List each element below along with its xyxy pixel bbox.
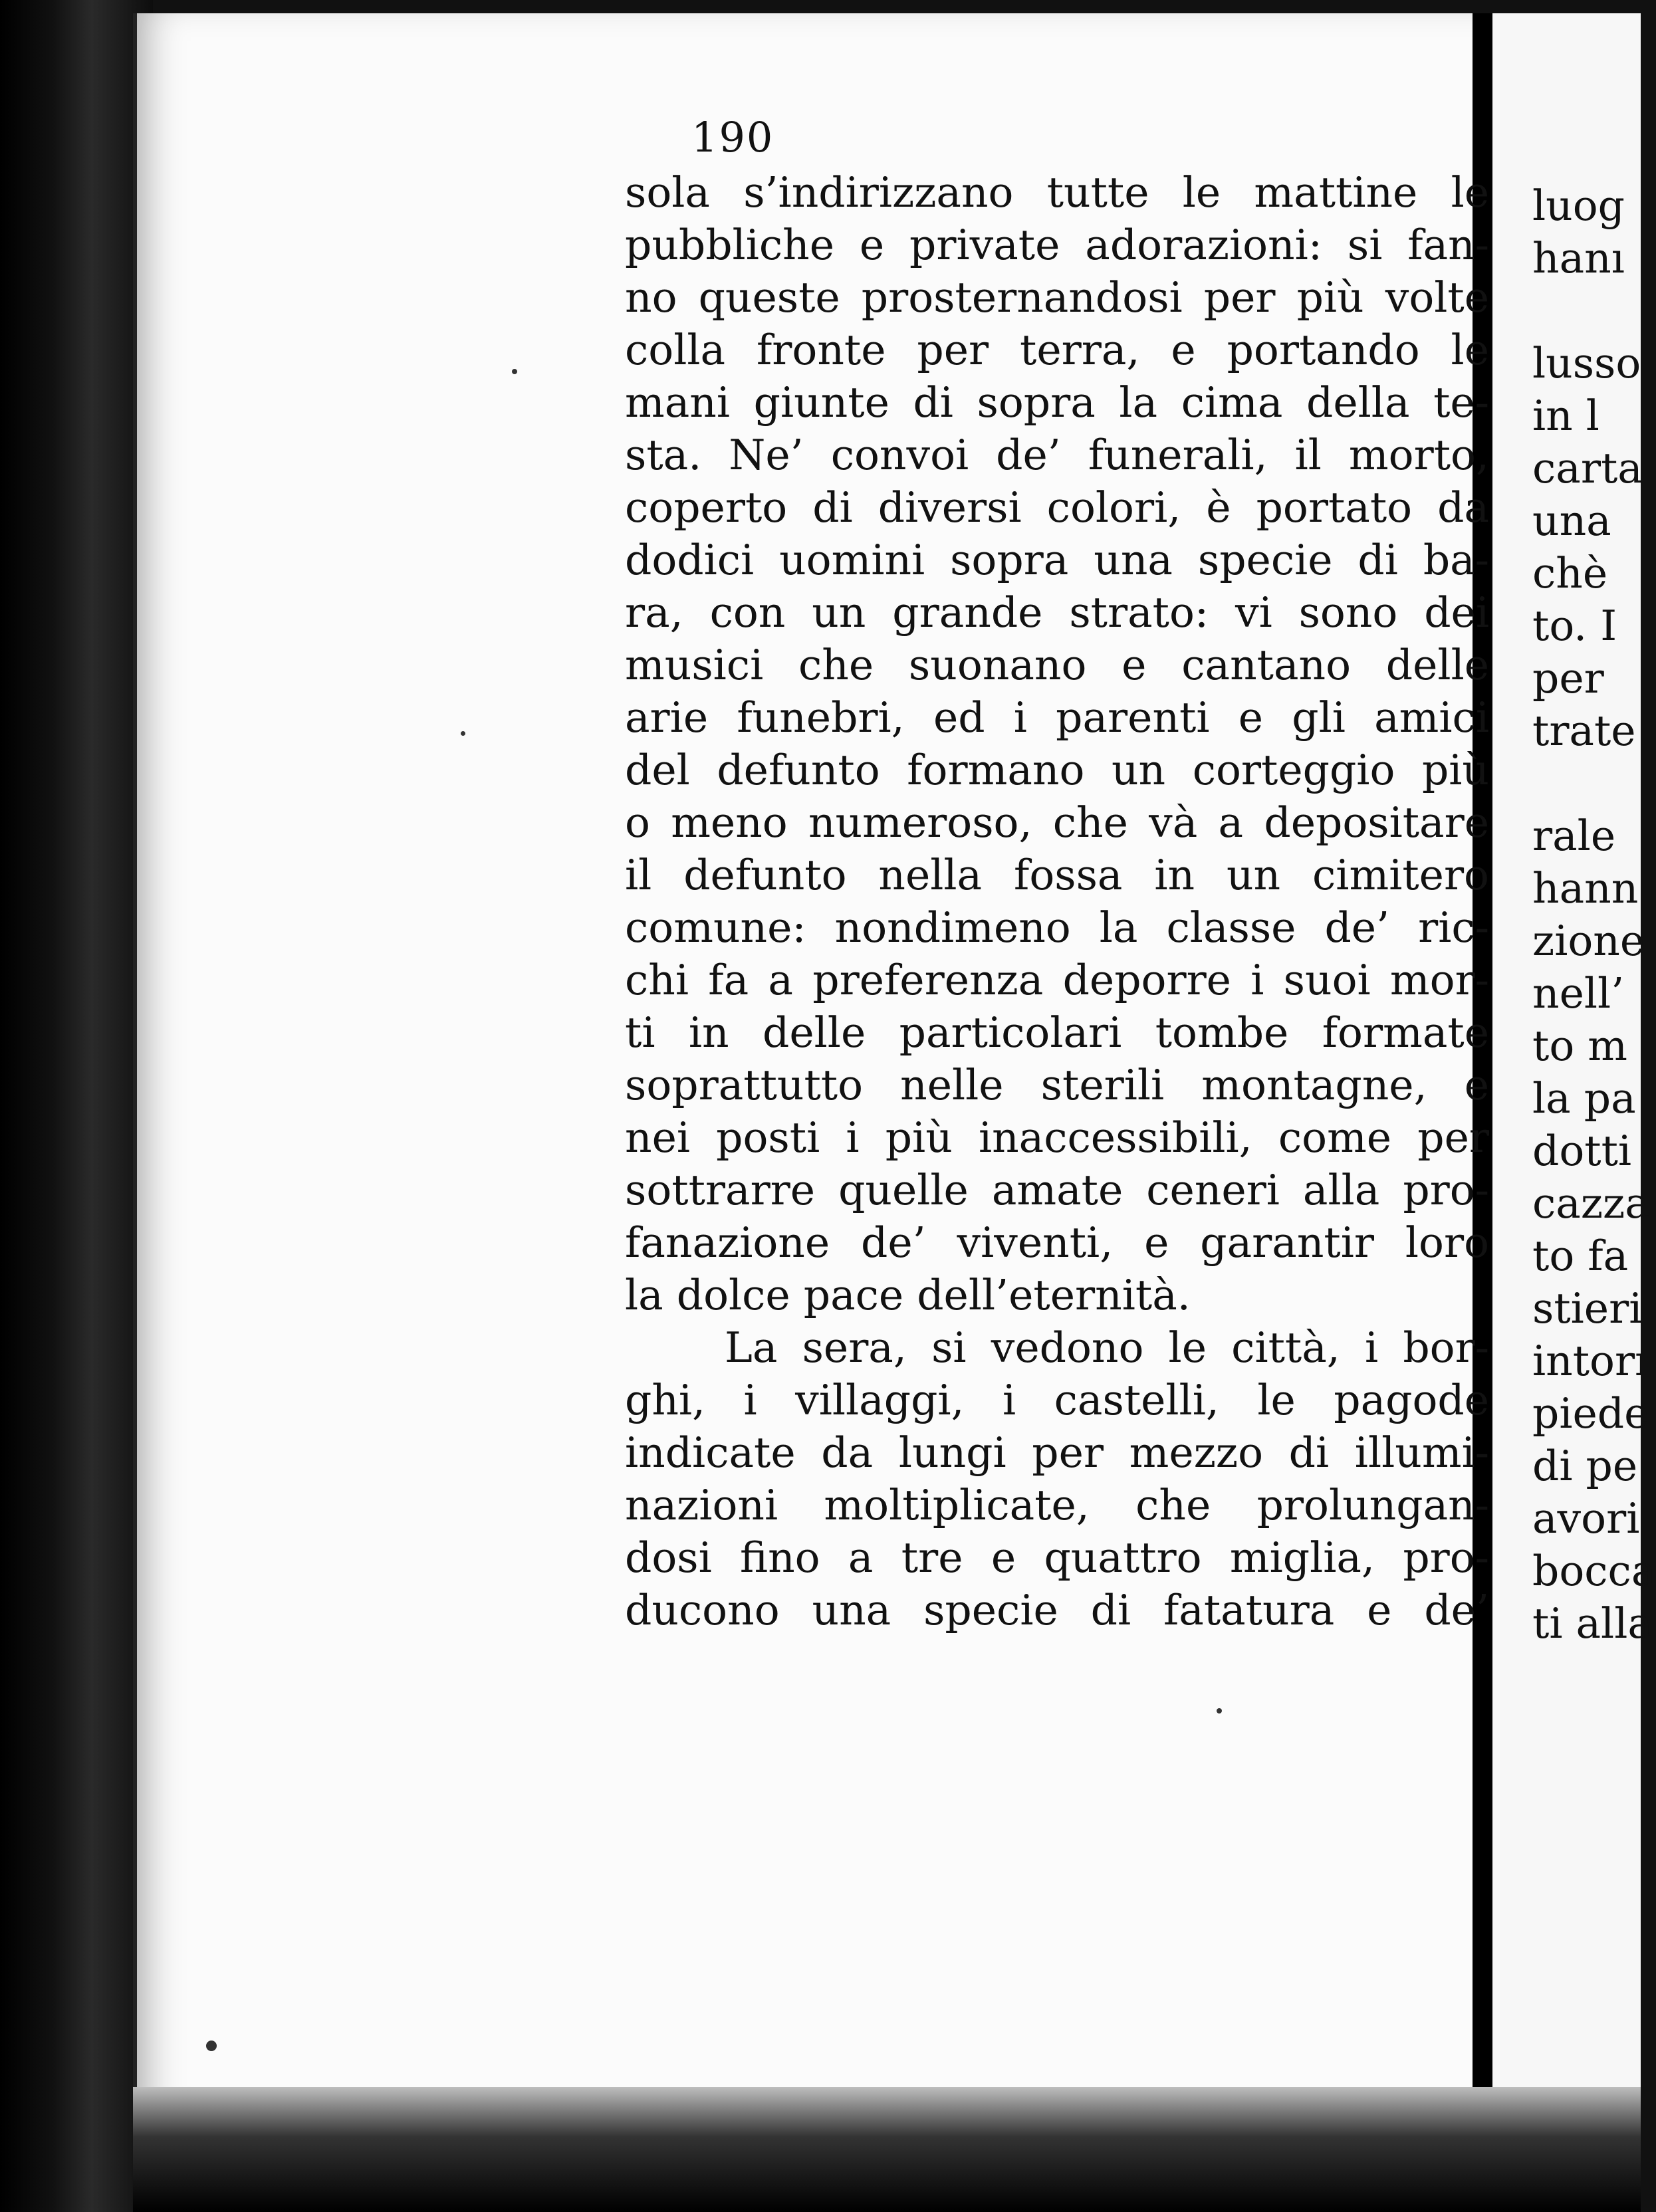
right-line: dotti: [1532, 1127, 1632, 1175]
text-line: dosi fino a tre e quattro miglia, pro-: [625, 1533, 1489, 1582]
right-line: di pe: [1532, 1442, 1638, 1490]
text-line: del defunto formano un corteggio più: [625, 746, 1489, 794]
right-line: ti alla: [1532, 1599, 1653, 1648]
text-line: comune: nondimeno la classe de’ ric-: [625, 903, 1489, 952]
right-line: bocca: [1532, 1547, 1656, 1595]
ink-speck: [1217, 1708, 1222, 1714]
page-number: 190: [691, 113, 774, 162]
text-line: il defunto nella fossa in un cimitero: [625, 851, 1489, 899]
right-line: in l: [1532, 391, 1599, 440]
ink-speck: [512, 369, 517, 374]
text-line: sta. Ne’ convoi de’ funerali, il morto,: [625, 431, 1489, 479]
right-line: to. I: [1532, 602, 1617, 650]
text-line: sola s’indirizzano tutte le mattine le: [625, 168, 1489, 217]
text-line: nei posti i più inaccessibili, come per: [625, 1113, 1489, 1162]
right-line: luog: [1532, 181, 1625, 230]
right-line: cazza: [1532, 1179, 1650, 1228]
right-line: nell’: [1532, 969, 1625, 1018]
right-line: zione: [1532, 917, 1645, 965]
ink-speck: [461, 731, 465, 736]
text-line: colla fronte per terra, e portando le: [625, 326, 1489, 374]
right-line: una: [1532, 497, 1611, 545]
right-line: [1532, 757, 1656, 810]
text-line: chi fa a preferenza deporre i suoi mor-: [625, 956, 1489, 1004]
text-line: pubbliche e private adorazioni: si fan-: [625, 221, 1489, 269]
text-line: soprattutto nelle sterili montagne, e: [625, 1061, 1489, 1109]
right-line: trate: [1532, 707, 1636, 755]
text-line: ducono una specie di fatatura e de’: [625, 1586, 1489, 1634]
ink-speck: [206, 2041, 217, 2051]
text-line: nazioni moltiplicate, che prolungan-: [625, 1481, 1489, 1529]
text-line: La sera, si vedono le città, i bor-: [725, 1323, 1489, 1372]
text-line: ghi, i villaggi, i castelli, le pagode: [625, 1376, 1489, 1424]
right-page: [1492, 13, 1656, 2114]
right-page-text: [1532, 179, 1656, 1650]
text-line: ti in delle particolari tombe formate: [625, 1008, 1489, 1057]
text-line: mani giunte di sopra la cima della te-: [625, 378, 1489, 427]
right-line: per: [1532, 654, 1604, 703]
right-line: lusso: [1532, 339, 1641, 387]
right-line: to fa: [1532, 1232, 1629, 1280]
page-bottom-shadow: [133, 2087, 1641, 2212]
right-line: to m: [1532, 1022, 1628, 1070]
right-line: hanı: [1532, 234, 1625, 282]
text-line: indicate da lungi per mezzo di illumi-: [625, 1428, 1489, 1477]
text-line: ra, con un grande strato: vi sono dei: [625, 588, 1489, 637]
right-line: [1532, 284, 1656, 337]
right-line: intorı: [1532, 1337, 1649, 1385]
text-line: coperto di diversi colori, è portato da: [625, 483, 1489, 532]
right-line: la pa: [1532, 1074, 1636, 1123]
right-line: rale: [1532, 812, 1616, 860]
right-line: carta: [1532, 444, 1643, 493]
text-line: fanazione de’ viventi, e garantir loro: [625, 1218, 1489, 1267]
text-line: arie funebri, ed i parenti e gli amici: [625, 693, 1489, 742]
text-line: o meno numeroso, che và a depositare: [625, 798, 1489, 847]
right-line: piede: [1532, 1389, 1649, 1438]
left-page-text: [625, 166, 1489, 1636]
right-line: hann: [1532, 864, 1639, 913]
book-binding: [0, 0, 153, 2212]
text-line: dodici uomini sopra una specie di ba-: [625, 536, 1489, 584]
text-line: la dolce pace dell’eternità.: [625, 1271, 1191, 1319]
right-line: stieri: [1532, 1284, 1643, 1333]
right-line: avori: [1532, 1494, 1640, 1543]
text-line: no queste prosternandosi per più volte: [625, 273, 1489, 322]
text-line: musici che suonano e cantano delle: [625, 641, 1489, 689]
text-line: sottrarre quelle amate ceneri alla pro-: [625, 1166, 1489, 1214]
right-line: chè: [1532, 549, 1608, 598]
